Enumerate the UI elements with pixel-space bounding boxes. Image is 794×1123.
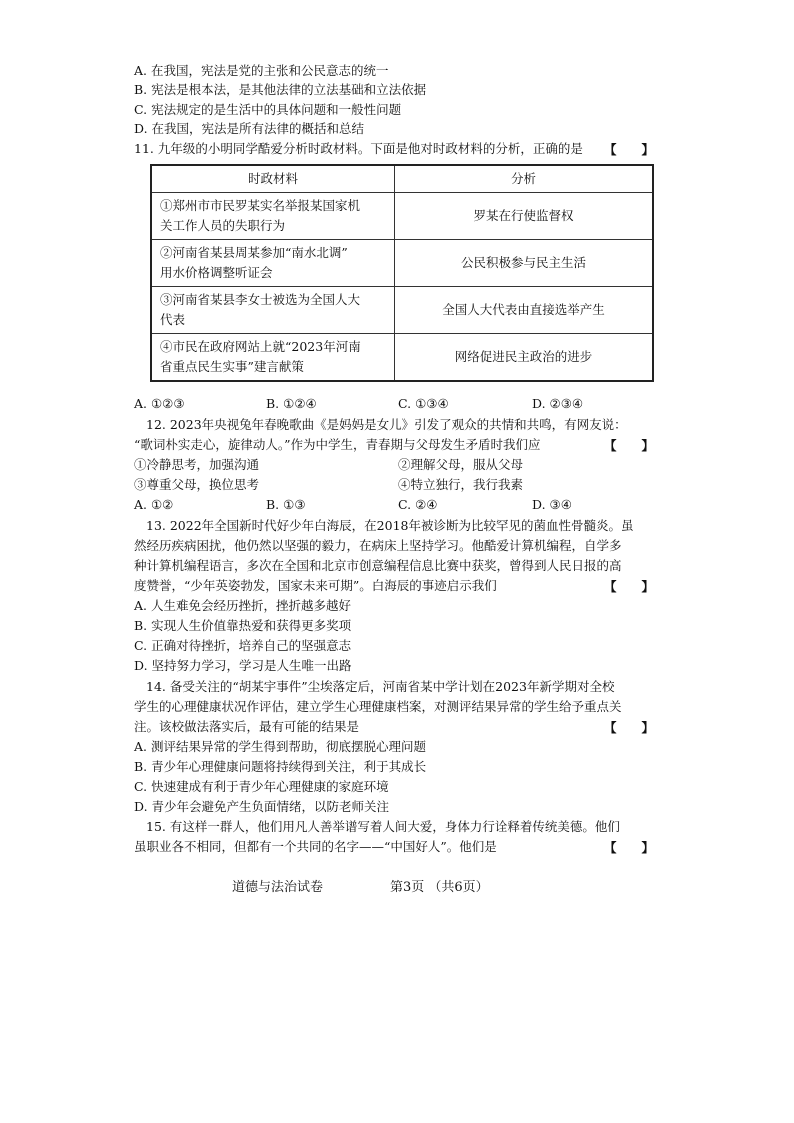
q12-item: ④特立独行，我行我素 xyxy=(398,477,524,492)
analysis-cell: 罗某在行使监督权 xyxy=(395,193,654,240)
analysis-cell: 公民积极参与民主生活 xyxy=(395,240,654,287)
material-cell: ③河南省某县李女士被选为全国人大 代表 xyxy=(151,287,395,334)
q11-choice-a: A. ①②③ xyxy=(134,396,185,411)
table-row xyxy=(151,193,653,240)
analysis-cell: 网络促进民主政治的进步 xyxy=(395,334,654,382)
q12-choice-c: C. ②④ xyxy=(398,497,438,512)
q13-option-b: B. 实现人生价值靠热爱和获得更多奖项 xyxy=(134,618,352,633)
q11-table xyxy=(150,164,654,382)
q14-stem-line: 14. 备受关注的“胡某宇事件”尘埃落定后，河南省某中学计划在2023年新学期对全校 xyxy=(146,679,615,694)
q11-answer-bracket: 【 】 xyxy=(604,142,655,157)
q12-item: ②理解父母，服从父母 xyxy=(398,457,524,472)
material-cell: ①郑州市市民罗某实名举报某国家机 关工作人员的失职行为 xyxy=(151,193,395,240)
footer-page-number: 第3页 （共6页） xyxy=(390,880,489,895)
table-header-analysis: 分析 xyxy=(395,165,654,193)
q14-stem-line: 学生的心理健康状况作评估，建立学生心理健康档案，对测评结果异常的学生给予重点关 xyxy=(134,699,622,714)
q12-choice-d: D. ③④ xyxy=(532,497,572,512)
q15-stem-line: 虽职业各不相同，但都有一个共同的名字——“中国好人”。他们是 xyxy=(134,839,497,854)
q13-option-d: D. 坚持努力学习，学习是人生唯一出路 xyxy=(134,658,352,673)
q12-answer-bracket: 【 】 xyxy=(604,438,655,453)
q12-choice-b: B. ①③ xyxy=(266,497,306,512)
q11-choice-d: D. ②③④ xyxy=(532,396,584,411)
analysis-cell: 全国人大代表由直接选举产生 xyxy=(395,287,654,334)
q14-option-a: A. 测评结果异常的学生得到帮助，彻底摆脱心理问题 xyxy=(134,739,426,754)
q13-option-c: C. 正确对待挫折，培养自己的坚强意志 xyxy=(134,638,352,653)
q14-option-d: D. 青少年会避免产生负面情绪，以防老师关注 xyxy=(134,799,390,814)
q11-choice-b: B. ①②④ xyxy=(266,396,317,411)
option-d: D. 在我国，宪法是所有法律的概括和总结 xyxy=(134,121,365,136)
q12-item: ③尊重父母，换位思考 xyxy=(134,477,260,492)
material-cell: ④市民在政府网站上就“2023年河南 省重点民生实事”建言献策 xyxy=(151,334,395,382)
q12-stem-line: “歌词朴实走心，旋律动人。”作为中学生，青春期与父母发生矛盾时我们应 xyxy=(134,437,541,452)
option-b: B. 宪法是根本法，是其他法律的立法基础和立法依据 xyxy=(134,82,427,97)
q12-stem-line: 12. 2023年央视兔年春晚歌曲《是妈妈是女儿》引发了观众的共情和共鸣，有网友说： xyxy=(146,417,627,432)
q13-stem-line: 种计算机编程语言，多次在全国和北京市创意编程信息比赛中获奖，曾得到人民日报的高 xyxy=(134,558,622,573)
q13-stem-line: 13. 2022年全国新时代好少年白海辰，在2018年被诊断为比较罕见的菌血性骨髓炎。虽 xyxy=(146,518,634,533)
q15-stem-line: 15. 有这样一群人，他们用凡人善举谱写着人间大爱，身体力行诠释着传统美德。他们 xyxy=(146,819,620,834)
q12-choice-a: A. ①② xyxy=(134,497,174,512)
q15-answer-bracket: 【 】 xyxy=(604,840,655,855)
q13-stem-line: 度赞誉，“少年英姿勃发，国家未来可期”。白海辰的事迹启示我们 xyxy=(134,578,497,593)
option-c: C. 宪法规定的是生活中的具体问题和一般性问题 xyxy=(134,102,402,117)
q14-option-b: B. 青少年心理健康问题将持续得到关注，利于其成长 xyxy=(134,759,427,774)
table-row xyxy=(151,287,653,334)
q12-item: ①冷静思考，加强沟通 xyxy=(134,457,260,472)
material-cell: ②河南省某县周某参加“南水北调” 用水价格调整听证会 xyxy=(151,240,395,287)
table-row xyxy=(151,240,653,287)
q14-stem-line: 注。该校做法落实后，最有可能的结果是 xyxy=(134,719,360,734)
q13-answer-bracket: 【 】 xyxy=(604,579,655,594)
q11-choice-c: C. ①③④ xyxy=(398,396,449,411)
option-a: A. 在我国，宪法是党的主张和公民意志的统一 xyxy=(134,63,389,78)
q14-option-c: C. 快速建成有利于青少年心理健康的家庭环境 xyxy=(134,779,389,794)
table-row xyxy=(151,334,653,382)
q13-option-a: A. 人生难免会经历挫折，挫折越多越好 xyxy=(134,598,351,613)
table-header-material: 时政材料 xyxy=(151,165,395,193)
footer-subject: 道德与法治试卷 xyxy=(232,880,324,895)
q14-answer-bracket: 【 】 xyxy=(604,720,655,735)
q13-stem-line: 然经历疾病困扰，他仍然以坚强的毅力，在病床上坚持学习。他酷爱计算机编程，自学多 xyxy=(134,538,622,553)
q11-stem: 11. 九年级的小明同学酷爱分析时政材料。下面是他对时政材料的分析，正确的是 xyxy=(134,141,583,156)
